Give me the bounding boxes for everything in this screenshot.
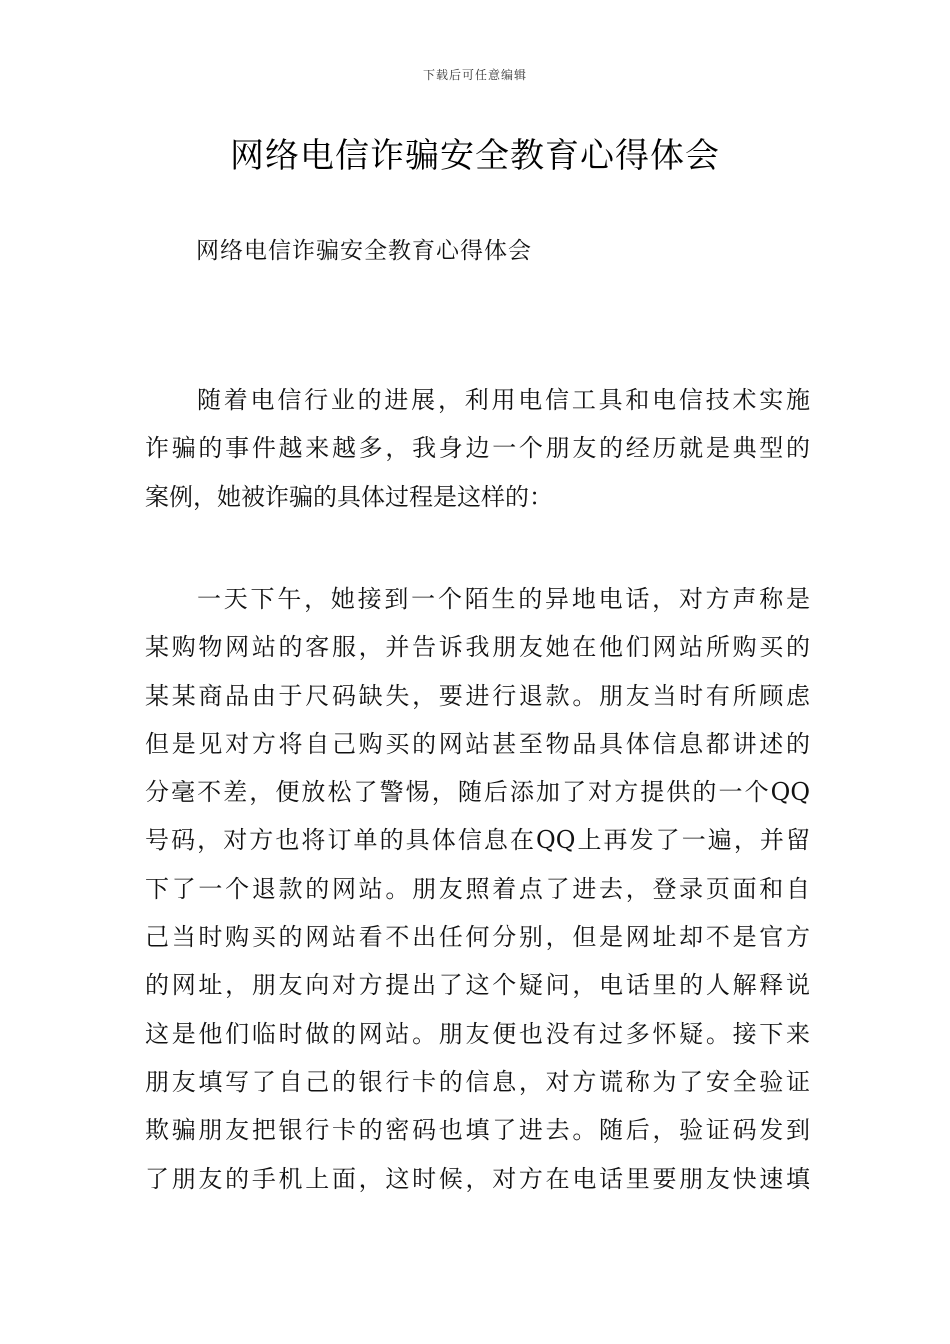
text-line: 欺骗朋友把银行卡的密码也填了进去。随后，验证码发到 — [145, 1116, 810, 1145]
text-line: 一天下午，她接到一个陌生的异地电话，对方声称是 — [197, 585, 810, 613]
text-line: 的网址，朋友向对方提出了这个疑问，电话里的人解释说 — [145, 971, 810, 1000]
paragraph-2 — [145, 575, 810, 1203]
text-line: 某某商品由于尺码缺失，要进行退款。朋友当时有所顾虑 — [145, 681, 810, 710]
text-line: 己当时购买的网站看不出任何分别，但是网址却不是官方 — [145, 923, 810, 952]
paragraph-1 — [145, 376, 810, 521]
text-line: 某购物网站的客服，并告诉我朋友她在他们网站所购买的 — [145, 633, 810, 662]
text-line: 随着电信行业的进展，利用电信工具和电信技术实施 — [197, 386, 810, 414]
text-line: 了朋友的手机上面，这时候，对方在电话里要朋友快速填 — [145, 1164, 810, 1193]
text-line: 这是他们临时做的网站。朋友便也没有过多怀疑。接下来 — [145, 1019, 810, 1048]
text-line: 朋友填写了自己的银行卡的信息，对方谎称为了安全验证 — [145, 1067, 810, 1096]
text-line: 分毫不差，便放松了警惕，随后添加了对方提供的一个QQ — [145, 778, 810, 807]
subtitle: 网络电信诈骗安全教育心得体会 — [196, 238, 532, 264]
text-line: 下了一个退款的网站。朋友照着点了进去，登录页面和自 — [145, 874, 810, 903]
text-line: 诈骗的事件越来越多，我身边一个朋友的经历就是典型的 — [145, 434, 810, 463]
text-line: 但是见对方将自己购买的网站甚至物品具体信息都讲述的 — [145, 729, 810, 758]
text-line: 案例，她被诈骗的具体过程是这样的： — [145, 482, 553, 511]
page-title: 网络电信诈骗安全教育心得体会 — [230, 136, 720, 176]
header-note: 下载后可任意编辑 — [422, 68, 527, 82]
text-line: 号码，对方也将订单的具体信息在QQ上再发了一遍，并留 — [145, 826, 810, 855]
